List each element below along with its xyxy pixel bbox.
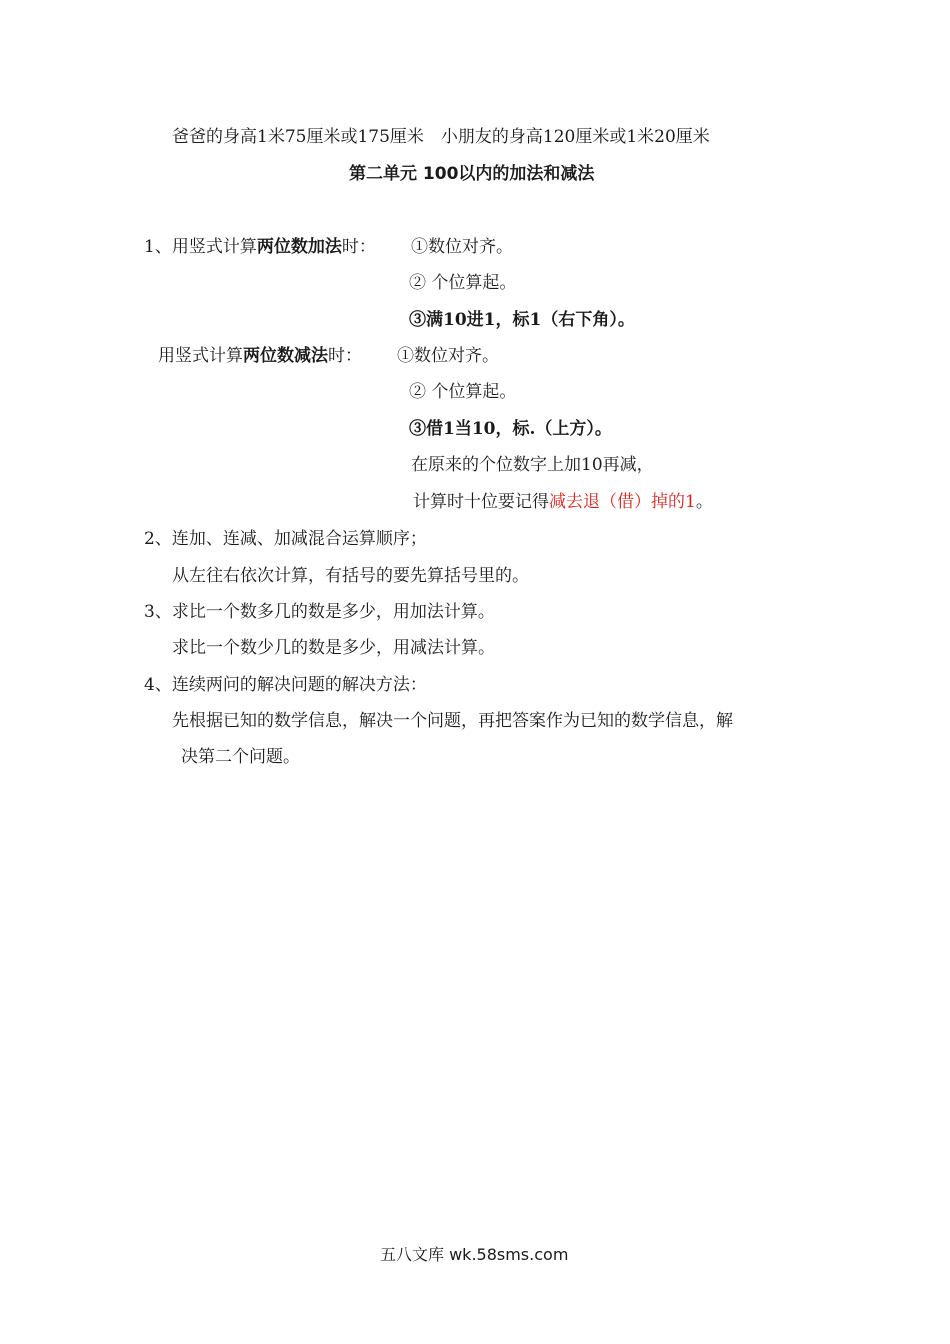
subtraction-note-2-red: 减去退（借）掉的1 xyxy=(549,492,696,512)
unit-title: 第二单元 100以内的加法和减法 xyxy=(349,164,595,184)
section4-line-1: 先根据已知的数学信息，解决一个问题，再把答案作为已知的数学信息，解 xyxy=(172,711,733,731)
subtraction-step-2: ② 个位算起。 xyxy=(409,382,517,402)
section4-title: 4、连续两问的解决问题的解决方法： xyxy=(144,675,427,695)
subtraction-note-2 xyxy=(413,490,713,514)
section3-line-1: 3、求比一个数多几的数是多少，用加法计算。 xyxy=(144,602,495,622)
subtraction-note-2-prefix: 计算时十位要记得 xyxy=(413,492,549,512)
addition-suffix: 时： xyxy=(341,237,376,257)
height-note: 爸爸的身高1米75厘米或175厘米 小朋友的身高120厘米或1米20厘米 xyxy=(172,127,710,147)
addition-step-2: ② 个位算起。 xyxy=(409,273,517,293)
subtraction-note-2-suffix: 。 xyxy=(695,492,713,512)
subtraction-step-3: ③借1当10，标.（上方）。 xyxy=(409,419,612,439)
subtraction-note-1: 在原来的个位数字上加10再减， xyxy=(411,455,654,475)
subtraction-heading xyxy=(158,344,362,368)
subtraction-step-1: ①数位对齐。 xyxy=(397,346,499,366)
addition-heading xyxy=(144,235,376,259)
addition-prefix: 1、用竖式计算 xyxy=(144,237,257,257)
section4-line-2: 决第二个问题。 xyxy=(181,747,300,767)
section3-line-2: 求比一个数少几的数是多少，用减法计算。 xyxy=(172,638,495,658)
section2-title: 2、连加、连减、加减混合运算顺序； xyxy=(144,529,427,549)
footer-watermark: 五八文库 wk.58sms.com xyxy=(380,1245,569,1264)
addition-bold: 两位数加法 xyxy=(256,237,342,257)
addition-step-1: ①数位对齐。 xyxy=(411,237,513,257)
subtraction-prefix: 用竖式计算 xyxy=(158,346,243,366)
section2-body: 从左往右依次计算，有括号的要先算括号里的。 xyxy=(172,566,529,586)
subtraction-bold: 两位数减法 xyxy=(243,346,328,366)
addition-step-3: ③满10进1，标1（右下角）。 xyxy=(409,310,635,330)
subtraction-suffix: 时： xyxy=(328,346,362,366)
